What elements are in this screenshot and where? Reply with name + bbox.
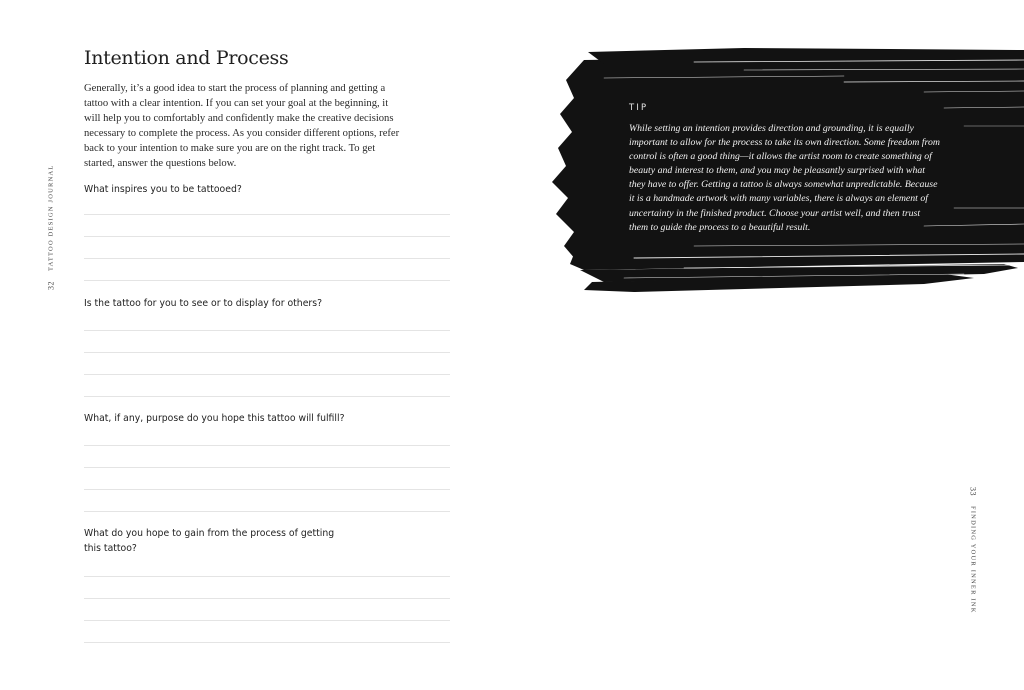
answer-line[interactable] bbox=[84, 620, 450, 621]
answer-line[interactable] bbox=[84, 280, 450, 281]
page-title: Intention and Process bbox=[84, 47, 289, 69]
right-page-number: 33 bbox=[968, 487, 978, 496]
left-running-head-text: TATTOO DESIGN JOURNAL bbox=[47, 164, 55, 271]
answer-line[interactable] bbox=[84, 258, 450, 259]
question-1: What inspires you to be tattooed? bbox=[84, 184, 242, 195]
answer-line[interactable] bbox=[84, 489, 450, 490]
answer-line[interactable] bbox=[84, 467, 450, 468]
answer-line[interactable] bbox=[84, 642, 450, 643]
answer-line[interactable] bbox=[84, 445, 450, 446]
answer-line[interactable] bbox=[84, 214, 450, 215]
question-4: What do you hope to gain from the process of getting this tattoo? bbox=[84, 528, 335, 554]
right-running-head-text: FINDING YOUR INNER INK bbox=[969, 506, 977, 614]
answer-line[interactable] bbox=[84, 511, 450, 512]
right-running-head bbox=[966, 487, 980, 623]
answer-line[interactable] bbox=[84, 576, 450, 577]
question-2: Is the tattoo for you to see or to display for others? bbox=[84, 298, 323, 309]
answer-line[interactable] bbox=[84, 352, 450, 353]
tip-body: While setting an intention provides direction and grounding, it is equally important to allow for the process to take its own direction. Some freedom from control is often a good thing—it allows the artist room to create something of beauty and interest to them, and you may be pleasantly surprised with what they have to offer. Getting a tattoo is always somewhat unpredictable. Because it is a handmade artwork with many variables, there is always an element of uncertainty in the finished product. Choose your artist well, and then trust them to guide the process to a beautiful result. bbox=[629, 123, 940, 233]
answer-line[interactable] bbox=[84, 598, 450, 599]
tip-label: TIP bbox=[629, 102, 649, 112]
left-running-head bbox=[44, 155, 58, 290]
question-3: What, if any, purpose do you hope this tattoo will fulfill? bbox=[84, 413, 345, 424]
left-page-number: 32 bbox=[46, 281, 56, 290]
answer-line[interactable] bbox=[84, 374, 450, 375]
answer-line[interactable] bbox=[84, 396, 450, 397]
answer-line[interactable] bbox=[84, 236, 450, 237]
intro-paragraph: Generally, it’s a good idea to start the process of planning and getting a tattoo with a clear intention. If you can set your goal at the beginning, it will help you to comfortably and confidently make the creative decisions necessary to complete the process. As you consider different options, refer back to your intention to make sure you are on the right track. To get started, answer the questions below. bbox=[84, 83, 400, 170]
answer-line[interactable] bbox=[84, 330, 450, 331]
